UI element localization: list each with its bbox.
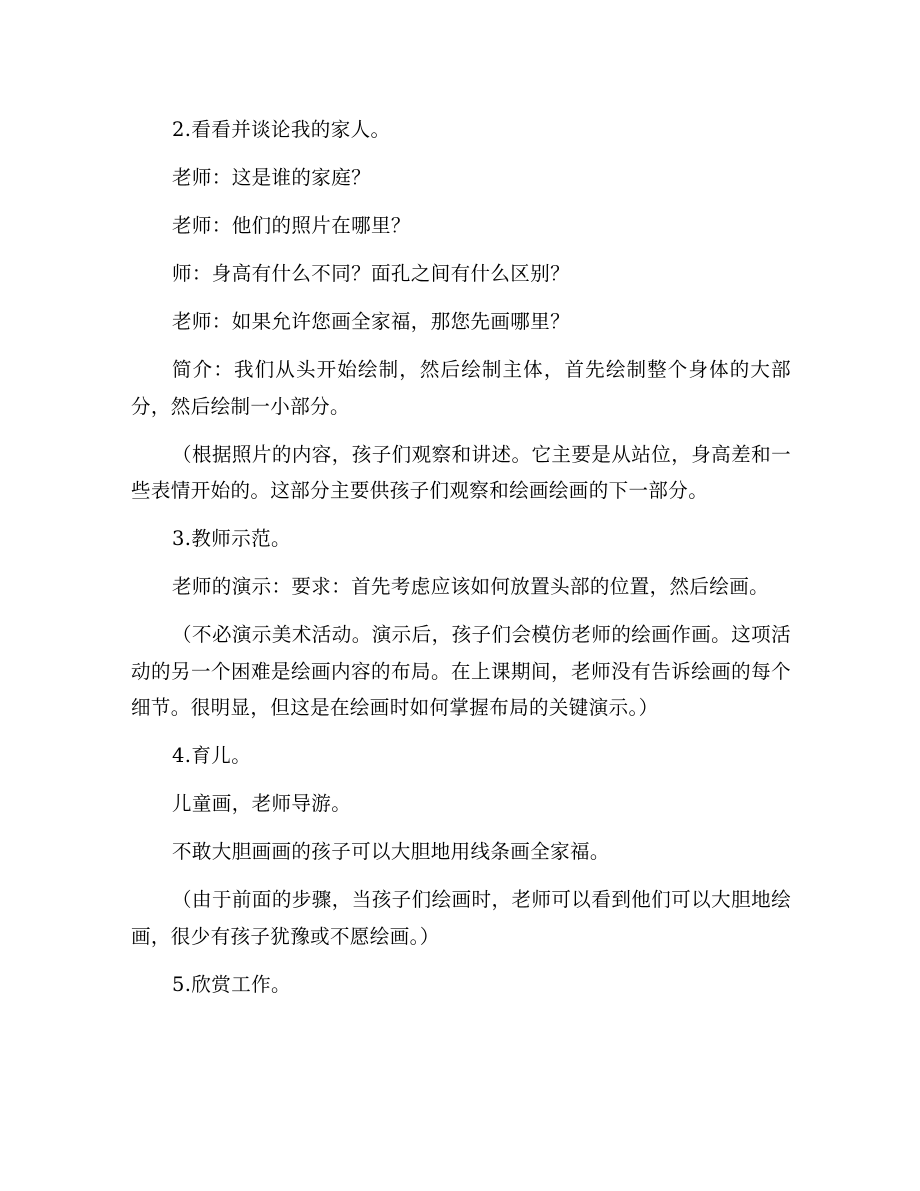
note-paragraph: （根据照片的内容，孩子们观察和讲述。它主要是从站位，身高差和一些表情开始的。这部分主要供孩子们观察和绘画绘画的下一部分。 bbox=[131, 442, 791, 502]
document-body bbox=[131, 112, 791, 1015]
section-heading-2: 2.看看并谈论我的家人。 bbox=[172, 118, 391, 141]
section-heading-3: 3.教师示范。 bbox=[172, 527, 291, 550]
section-heading-5: 5.欣赏工作。 bbox=[172, 972, 291, 996]
dialogue-line: 老师：如果允许您画全家福，那您先画哪里？ bbox=[172, 310, 571, 333]
note-paragraph: （不必演示美术活动。演示后，孩子们会模仿老师的绘画作画。这项活动的另一个困难是绘画内容的布局。在上课期间，老师没有告诉绘画的每个细节。很明显，但这是在绘画时如何掌握布局的关键演示。） bbox=[131, 623, 791, 719]
dialogue-line: 老师：这是谁的家庭？ bbox=[172, 166, 372, 189]
intro-paragraph: 简介：我们从头开始绘制，然后绘制主体，首先绘制整个身体的大部分，然后绘制一小部分。 bbox=[131, 358, 791, 418]
body-paragraph: 儿童画，老师导游。 bbox=[172, 792, 352, 815]
dialogue-line: 师：身高有什么不同？面孔之间有什么区别？ bbox=[172, 262, 571, 285]
note-paragraph: （由于前面的步骤，当孩子们绘画时，老师可以看到他们可以大胆地绘画，很少有孩子犹豫或不愿绘画。） bbox=[131, 888, 791, 948]
body-paragraph: 不敢大胆画画的孩子可以大胆地用线条画全家福。 bbox=[172, 840, 610, 863]
dialogue-line: 老师：他们的照片在哪里？ bbox=[172, 214, 411, 237]
demo-paragraph: 老师的演示：要求：首先考虑应该如何放置头部的位置，然后绘画。 bbox=[172, 575, 770, 598]
section-heading-4: 4.育儿。 bbox=[172, 744, 252, 767]
